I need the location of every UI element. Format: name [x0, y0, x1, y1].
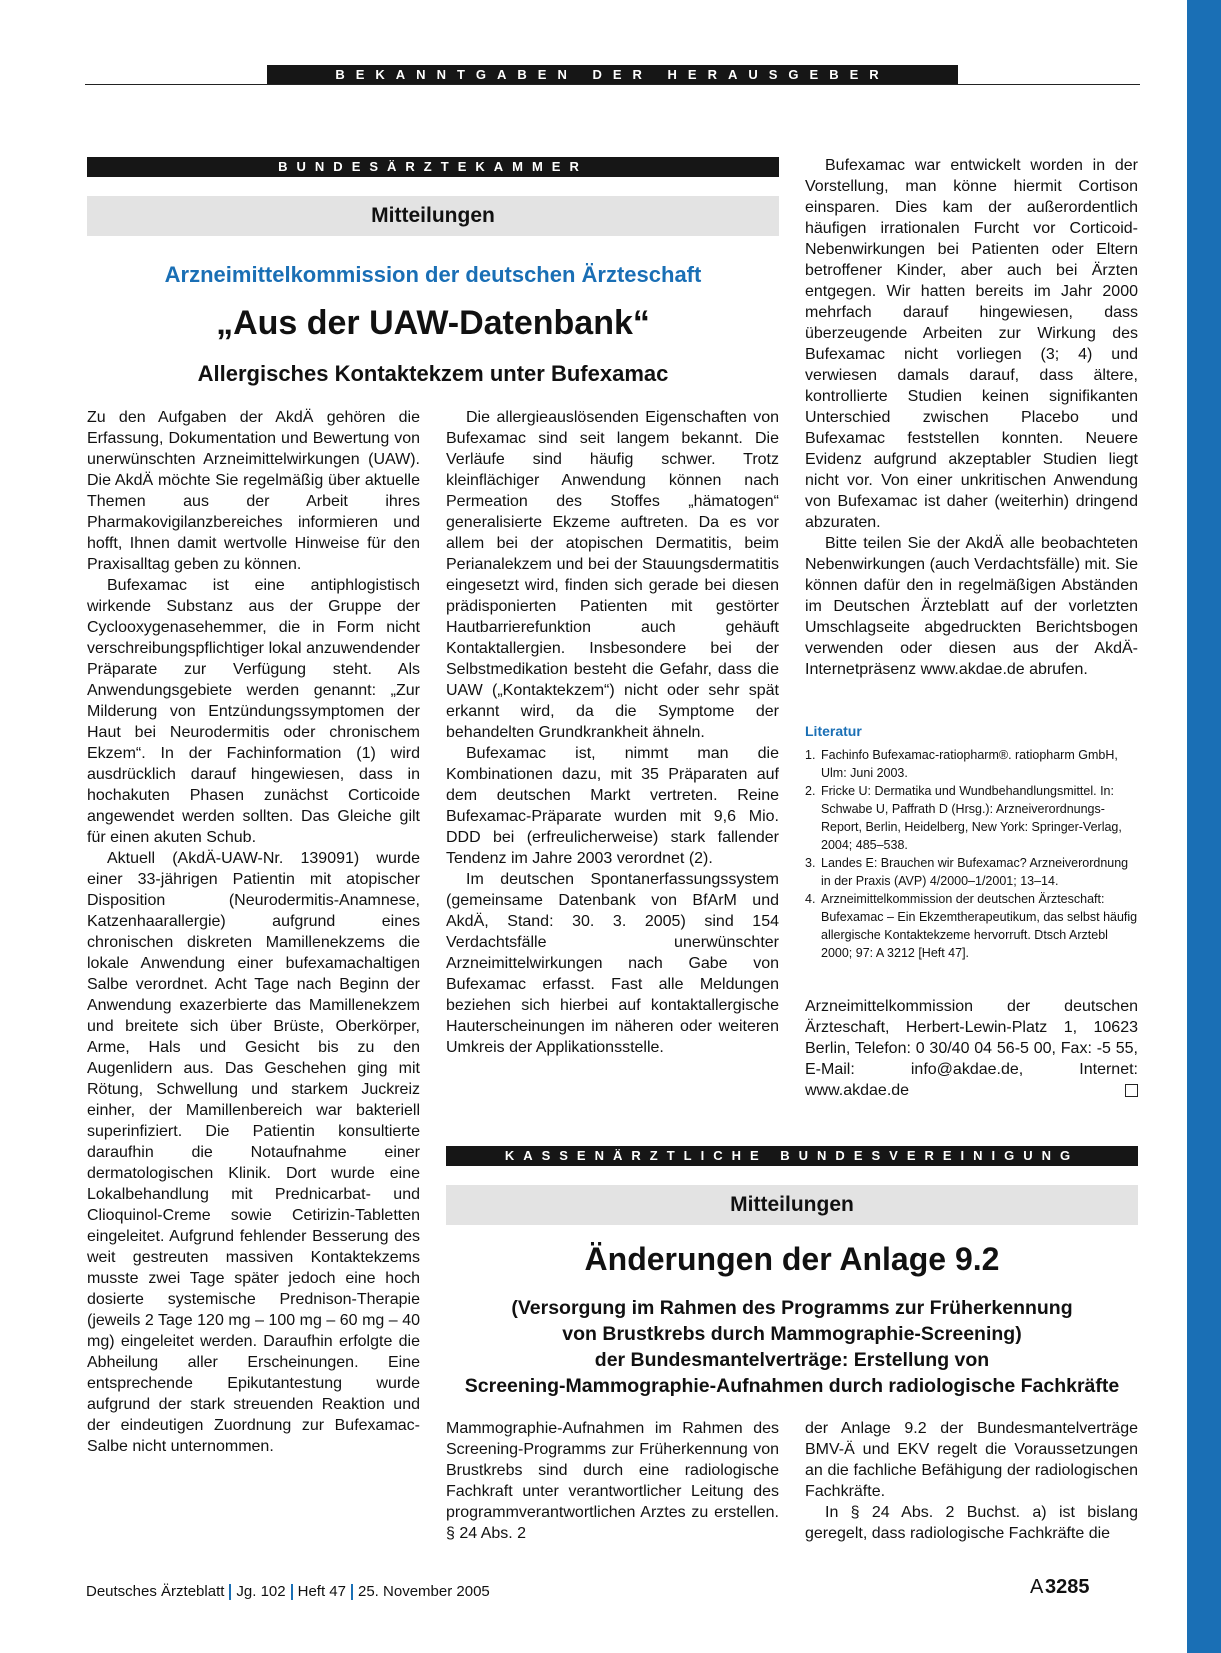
paragraph: Bufexamac war entwickelt worden in der Vorstellung, man könne hiermit Cortison einsparen. Dies kam der außerordentlich häufigen irrationalen Furcht vor Corticoid-Nebenwirkungen bei Patienten oder Eltern betroffener Kinder, aber auch bei Ärzten entgegen. Wir hatten bereits im Jahr 2000 mehrfach darauf hingewiesen, dass überzeugende Arbeiten zur Wirkung des Bufexamac nicht vorliegen (3; 4) und verwiesen damals darauf, dass ältere, kontrollierte Studien keinen signifikanten Unterschied zwischen Placebo und Bufexamac feststellen konnten. Neuere Evidenz aufgrund akzeptabler Studien liegt nicht vor. Von einer unkritischen Anwendung von Bufexamac ist daher (weiterhin) dringend abzuraten. — [805, 157, 1138, 531]
paragraph: In § 24 Abs. 2 Buchst. a) ist bislang geregelt, dass radiologische Fachkräfte die — [805, 1504, 1138, 1542]
article1-column-2 — [446, 407, 779, 1058]
paragraph: Bufexamac ist eine antiphlogistisch wirkende Substanz aus der Gruppe der Cyclooxygenasehemmer, die in Form nicht verschreibungspflichtiger lokal anzuwendender Präparate zur Verfügung steht. Als Anwendungsgebiete werden genannt: „Zur Milderung von Entzündungssymptomen der Haut bei Neurodermitis oder chronischem Ekzem“. In der Fachinformation (1) wird ausdrücklich darauf hingewiesen, dass in hochakuten Phasen zunächst Corticoide angewendet werden sollten. Das Gleiche gilt für einen akuten Schub. — [87, 577, 420, 846]
footer-separator — [351, 1584, 353, 1600]
page-edge-bar — [1187, 0, 1221, 1653]
issue-date: 25. November 2005 — [358, 1583, 490, 1600]
literature-heading: Literatur — [805, 723, 862, 739]
literature-list — [805, 746, 1138, 962]
footer-separator — [229, 1584, 231, 1600]
end-mark-icon — [1125, 1084, 1138, 1097]
paragraph: Die allergieauslösenden Eigenschaften von Bufexamac sind seit langem bekannt. Die Verläufe sind häufig schwer. Trotz kleinflächiger Anwendung können nach Permeation des Stoffes „hämatogen“ generalisierte Ekzeme auftreten. Da es vor allem bei der atopischen Dermatitis, beim Perianalekzem und bei der Stauungsdermatitis eingesetzt wird, finden sich gerade bei diesen prädisponierten Patienten mit gestörter Hautbarrierefunktion auch gehäuft Kontaktallergien. Insbesondere bei der Selbstmedikation besteht die Gefahr, dass die UAW („Kontaktekzem“) nicht oder sehr spät erkannt wird, da die Symptome der behandelten Grundkrankheit ähneln. — [446, 409, 779, 741]
article2-subtitle: (Versorgung im Rahmen des Programms zur Früherkennung von Brustkrebs durch Mammographie-Screening) der Bundesmantelverträge: Erstellung von Screening-Mammographie-Aufnahmen durch radiologische Fachkräfte — [464, 1297, 1120, 1397]
article1-column-3 — [805, 155, 1138, 680]
page-number: A 3285 — [1030, 1576, 1090, 1598]
journal-volume: Jg. 102 — [236, 1583, 286, 1600]
article2-column-2 — [805, 1418, 1138, 1544]
section-bar-baek: BUNDESÄRZTEKAMMER — [87, 157, 779, 177]
contact-block — [805, 996, 1138, 1101]
footer-separator — [291, 1584, 293, 1600]
article1-column-1 — [87, 407, 420, 1457]
header-rule — [85, 84, 1140, 85]
kicker-mitteilungen-1: Mitteilungen — [87, 196, 779, 236]
kicker-mitteilungen-2: Mitteilungen — [446, 1185, 1138, 1225]
paragraph: Bitte teilen Sie der AkdÄ alle beobachteten Nebenwirkungen (auch Verdachtsfälle) mit. Sie können dafür den in regelmäßigen Abständen im Deutschen Ärzteblatt auf der vorletzten Umschlagseite abgedruckten Berichtsbogen verwenden oder diesen aus der AkdÄ-Internetpräsenz www.akdae.de abrufen. — [805, 535, 1138, 678]
literature-item: 2. Fricke U: Dermatika und Wundbehandlungsmittel. In: Schwabe U, Paffrath D (Hrsg.): Arzneiverordnungs-Report, Berlin, Heidelberg, New York: Springer-Verlag, 2004; 485–538. — [805, 784, 1122, 852]
paragraph: Im deutschen Spontanerfassungssystem (gemeinsame Datenbank von BfArM und AkdÄ, Stand: 30. 3. 2005) sind 154 Verdachtsfälle unerwünschter Arzneimittelwirkungen nach Gabe von Bufexamac erfasst. Fast alle Meldungen beziehen sich hierbei auf kontaktallergische Hauterscheinungen im näheren oder weiteren Umkreis der Applikationsstelle. — [446, 871, 779, 1056]
article2-title: Änderungen der Anlage 9.2 — [584, 1241, 1000, 1277]
article2-column-1 — [446, 1418, 779, 1544]
paragraph: Bufexamac ist, nimmt man die Kombinationen dazu, mit 35 Präparaten auf dem deutschen Markt vertreten. Reine Bufexamac-Präparate wurden mit 9,6 Mio. DDD bei (erfreulicherweise) stark fallender Tendenz im Jahre 2003 verordnet (2). — [446, 745, 779, 867]
journal-name: Deutsches Ärzteblatt — [86, 1583, 225, 1600]
article1-subheading: Allergisches Kontaktekzem unter Bufexamac — [197, 361, 669, 386]
paragraph: der Anlage 9.2 der Bundesmantelverträge BMV-Ä und EKV regelt die Voraussetzungen an die fachliche Befähigung der radiologischen Fachkräfte. — [805, 1420, 1138, 1500]
article1-subtitle: Arzneimittelkommission der deutschen Ärzteschaft — [164, 262, 702, 287]
page-footer — [86, 1583, 490, 1600]
literature-item: 4. Arzneimittelkommission der deutschen Ärzteschaft: Bufexamac – Ein Ekzemtherapeutikum, das selbst häufig allergische Kontaktekzeme hervorruft. Dtsch Arztebl 2000; 97: A 3212 [Heft 47]. — [805, 892, 1138, 960]
literature-item: 3. Landes E: Brauchen wir Bufexamac? Arzneiverordnung in der Praxis (AVP) 4/2000–1/2001; 13–14. — [805, 856, 1129, 888]
literature-item: 1. Fachinfo Bufexamac-ratiopharm®. ratiopharm GmbH, Ulm: Juni 2003. — [805, 748, 1118, 780]
section-bar-kbv: KASSENÄRZTLICHE BUNDESVEREINIGUNG — [446, 1146, 1138, 1166]
paragraph: Zu den Aufgaben der AkdÄ gehören die Erfassung, Dokumentation und Bewertung von unerwünschten Arzneimittelwirkungen (UAW). Die AkdÄ möchte Sie regelmäßig über aktuelle Themen aus der Arbeit ihres Pharmakovigilanzbereiches informieren und hofft, Ihnen damit wertvolle Hinweise für den Praxisalltag geben zu können. — [87, 409, 420, 573]
paragraph: Aktuell (AkdÄ-UAW-Nr. 139091) wurde einer 33-jährigen Patientin mit atopischer Disposition (Neurodermitis-Anamnese, Katzenhaarallergie) aufgrund eines chronischen diskreten Mamillenekzems die lokale Anwendung einer bufexamachaltigen Salbe verordnet. Acht Tage nach Beginn der Anwendung exazerbierte das Mamillenekzem und breitete sich über Brüste, Oberkörper, Arme, Hals und Gesicht bis zu den Augenlidern aus. Das Geschehen ging mit Rötung, Schwellung und starkem Juckreiz einher, der Mamillenbereich war bakteriell superinfiziert. Die Patientin konsultierte daraufhin die Notaufnahme einer dermatologischen Klinik. Dort wurde eine Lokalbehandlung mit Prednicarbat- und Clioquinol-Creme sowie Cetirizin-Tabletten eingeleitet. Aufgrund fehlender Besserung des weit gestreuten massiven Kontaktekzems musste zwei Tage später jedoch eine hoch dosierte systemische Prednison-Therapie (jeweils 2 Tage 120 mg – 100 mg – 60 mg – 40 mg) eingeleitet werden. Daraufhin erfolgte die Abheilung aller Erscheinungen. Eine entsprechende Epikutantestung wurde aufgrund der stark streuenden Reaktion und der eindeutigen Zuordnung zur Bufexamac-Salbe nicht unternommen. — [87, 850, 420, 1455]
article1-title: „Aus der UAW-Datenbank“ — [216, 304, 650, 342]
journal-issue: Heft 47 — [297, 1583, 346, 1600]
contact-text: Arzneimittelkommission der deutschen Ärzteschaft, Herbert-Lewin-Platz 1, 10623 Berlin, Telefon: 0 30/40 04 56-5 00, Fax: -5 55, E-Mail: info@akdae.de, Internet: www.akdae.de — [805, 998, 1138, 1099]
paragraph: Mammographie-Aufnahmen im Rahmen des Screening-Programms zur Früherkennung von Brustkrebs sind durch eine radiologische Fachkraft unter verantwortlicher Leitung des programmverantwortlichen Arztes zu erstellen. § 24 Abs. 2 — [446, 1420, 779, 1542]
journal-section-header: BEKANNTGABEN DER HERAUSGEBER — [267, 65, 958, 84]
